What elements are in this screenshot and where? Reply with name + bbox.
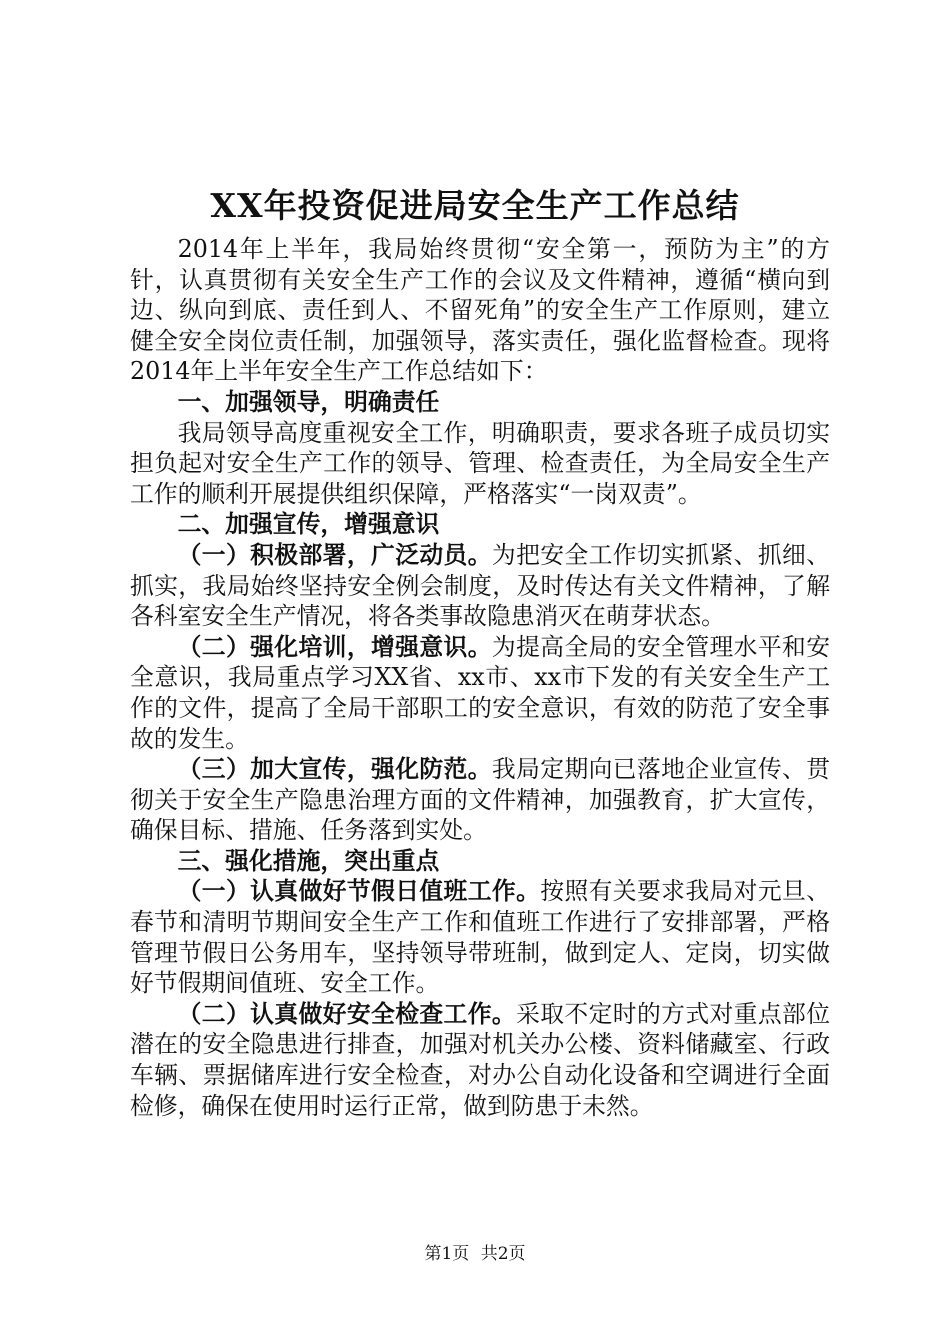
- paragraph-text: 采取不定时的方式对重点部位潜在的安全隐患进行排查，加强对机关办公楼、资料储藏室、行政车辆、票据储库进行安全检查，对办公自动化设备和空调进行全面检修，确保在使用时运行正常，做到防患于未然。: [130, 999, 831, 1120]
- paragraph-lead: （二）强化培训，增强意识。: [177, 632, 492, 661]
- paragraph-lead: （二）认真做好安全检查工作。: [177, 999, 517, 1028]
- paragraph-lead: （一）认真做好节假日值班工作。: [177, 877, 541, 906]
- section-2-heading: 二、加强宣传，增强意识: [177, 510, 440, 539]
- section-3-heading: 三、强化措施，突出重点: [177, 846, 440, 875]
- paragraph-text: 为把安全工作切实抓紧、抓细、抓实，我局始终坚持安全例会制度，及时传达有关文件精神，了解各科室安全生产情况，将各类事故隐患消灭在萌芽状态。: [130, 540, 831, 631]
- page-footer: [0, 1242, 950, 1266]
- page-total: 共2页: [480, 1244, 526, 1264]
- section-2-paragraph-1: [130, 540, 830, 632]
- paragraph-lead: （三）加大宣传，强化防范。: [177, 755, 492, 784]
- document-title: XX年投资促进局安全生产工作总结: [210, 186, 740, 225]
- page-number: 第1页: [424, 1244, 470, 1264]
- section-1-paragraph-1: [130, 418, 830, 510]
- document-body: [130, 234, 830, 1121]
- section-3-paragraph-2: [130, 999, 830, 1121]
- paragraph-lead: （一）积极部署，广泛动员。: [177, 540, 492, 569]
- paragraph-text: 我局领导高度重视安全工作，明确职责，要求各班子成员切实担负起对安全生产工作的领导、管理、检查责任，为全局安全生产工作的顺利开展提供组织保障，严格落实“一岗双责”。: [130, 418, 830, 508]
- paragraph-text: 按照有关要求我局对元旦、春节和清明节期间安全生产工作和值班工作进行了安排部署，严格管理节假日公务用车，坚持领导带班制，做到定人、定岗，切实做好节假期间值班、安全工作。: [130, 877, 831, 998]
- section-1-heading: 一、加强领导，明确责任: [177, 387, 440, 416]
- section-2-paragraph-2: [130, 632, 830, 754]
- paragraph-text: 我局定期向已落地企业宣传、贯彻关于安全生产隐患治理方面的文件精神，加强教育，扩大宣传，确保目标、措施、任务落到实处。: [130, 755, 831, 845]
- paragraph-text: 为提高全局的安全管理水平和安全意识，我局重点学习XX省、xx市、xx市下发的有关安全生产工作的文件，提高了全局干部职工的安全意识，有效的防范了安全事故的发生。: [130, 632, 831, 753]
- section-2-paragraph-3: [130, 754, 830, 846]
- section-3-paragraph-1: [130, 876, 830, 998]
- intro-paragraph: 2014年上半年，我局始终贯彻“安全第一，预防为主”的方针，认真贯彻有关安全生产工作的会议及文件精神，遵循“横向到边、纵向到底、责任到人、不留死角”的安全生产工作原则，建立健全安全岗位责任制，加强领导，落实责任，强化监督检查。现将2014年上半年安全生产工作总结如下：: [130, 235, 830, 386]
